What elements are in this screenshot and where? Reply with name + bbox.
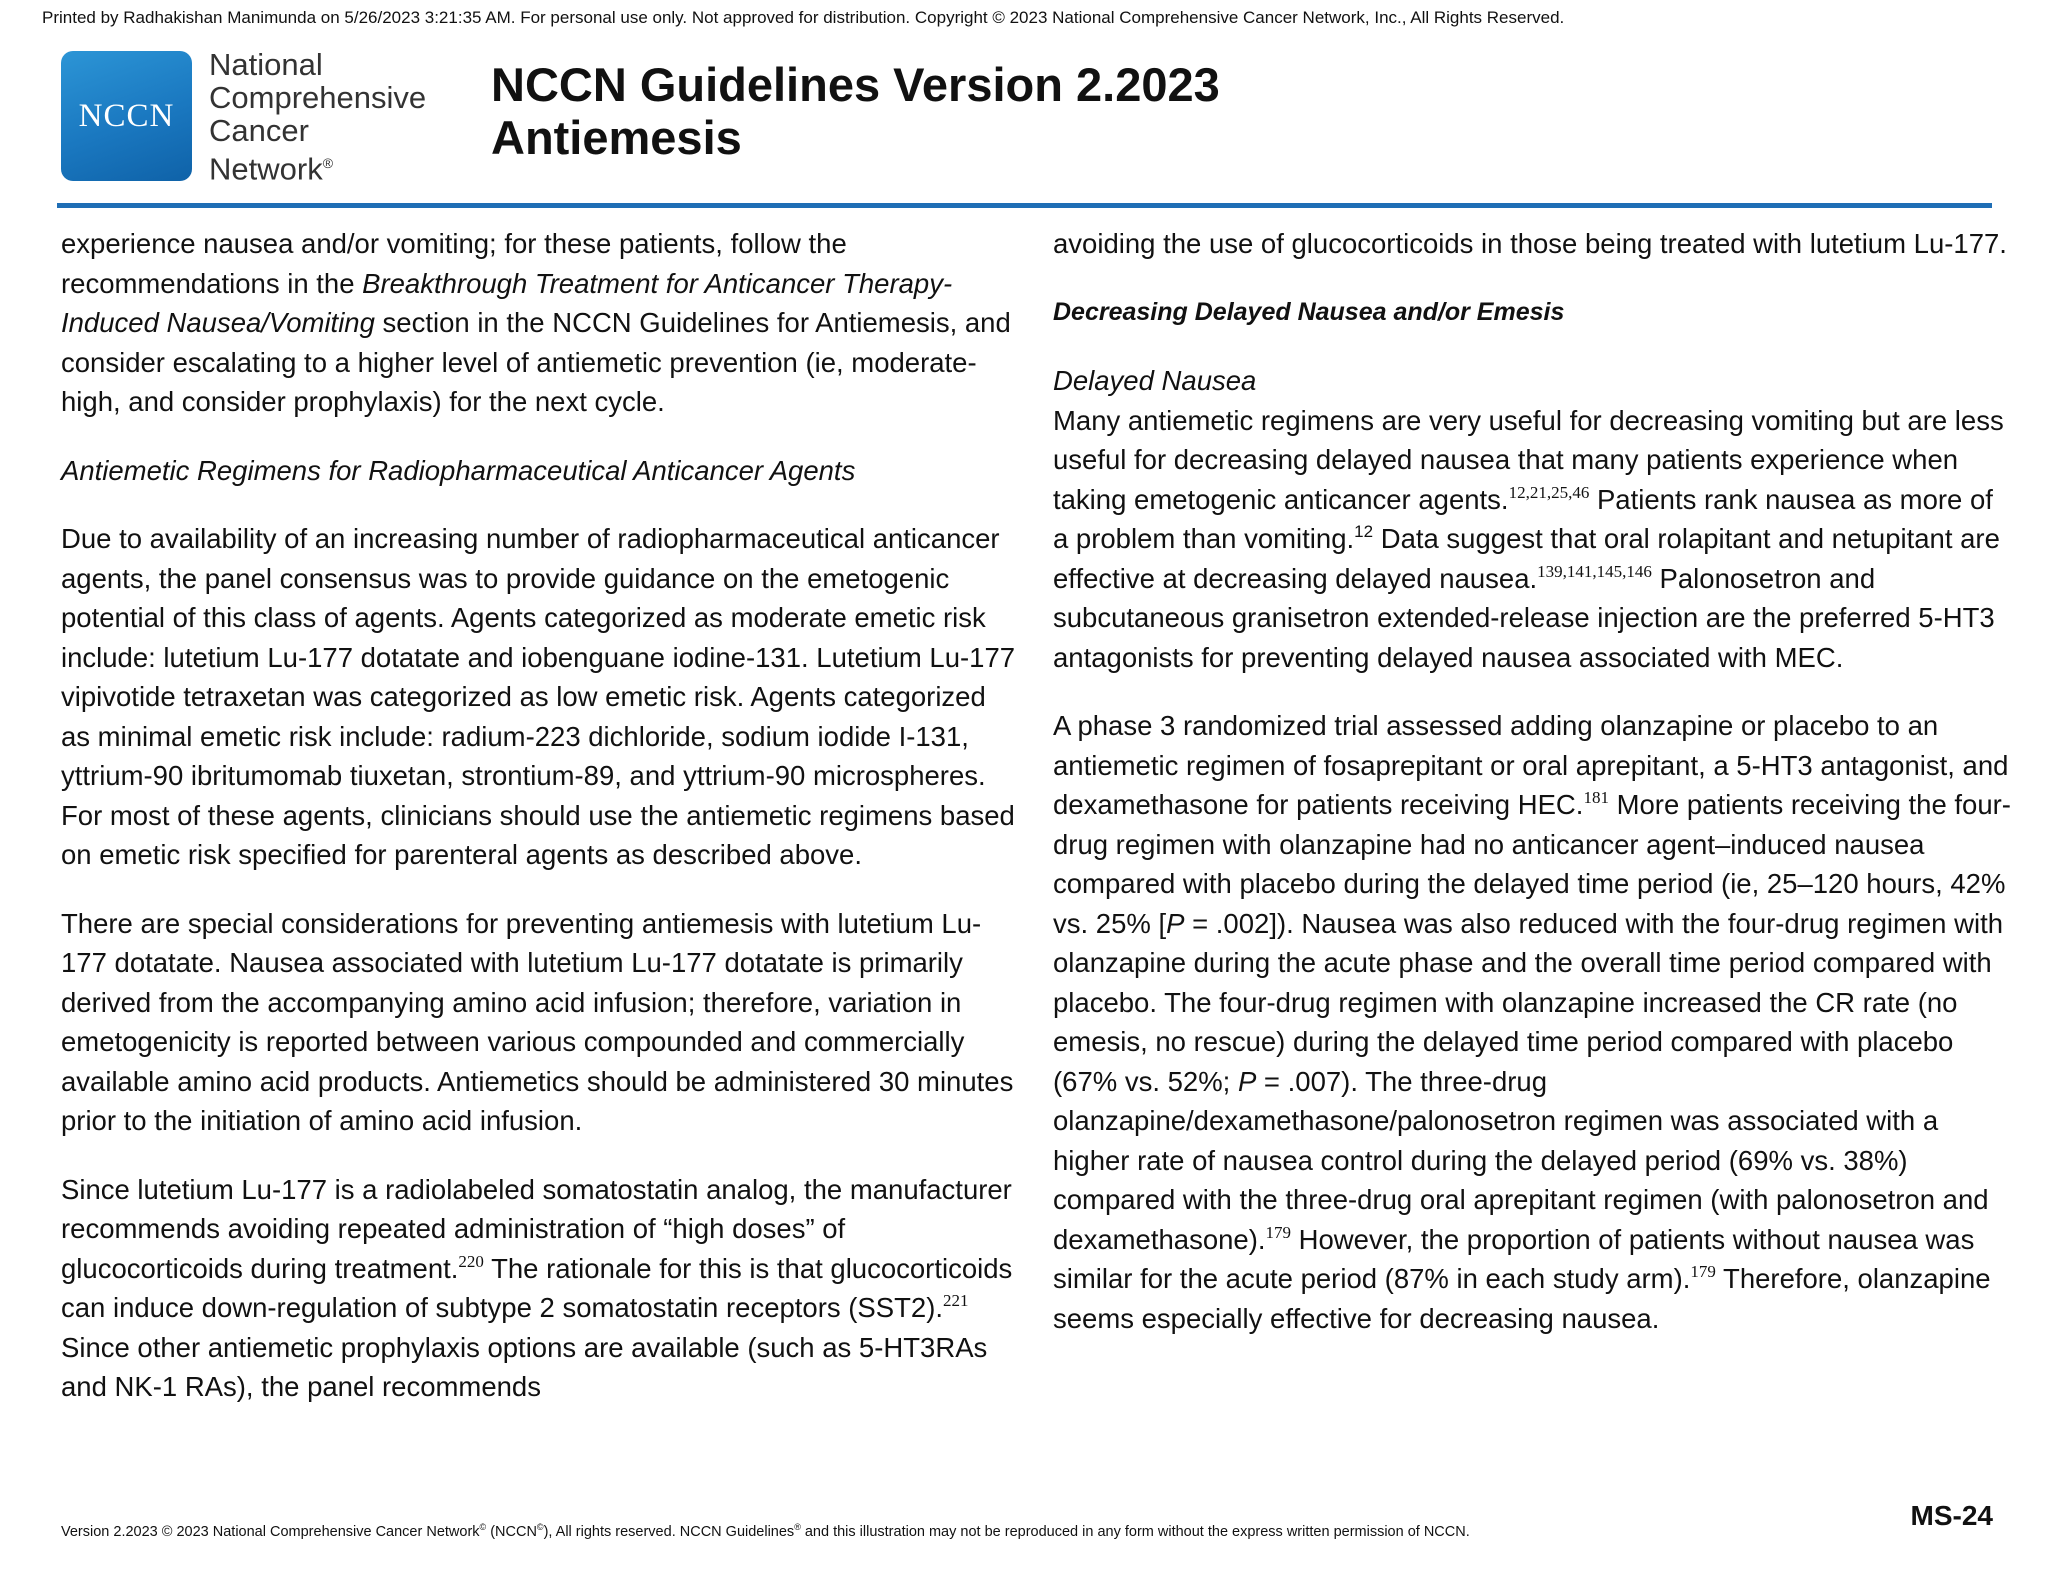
- citation: 221: [943, 1291, 969, 1310]
- org-line-3: Cancer: [209, 113, 309, 148]
- citation: 181: [1583, 788, 1609, 807]
- paragraph: Delayed Nausea Many antiemetic regimens are very useful for decreasing vomiting but are less useful for decreasing delayed nausea that many patients experience when taking emetogenic anticancer agents.$^{12,21,25,46}$ Patients rank nausea as more of a problem than vomiting.$^{12}$ Data suggest that oral rolapitant and netupitant are effective at decreasing delayed nausea.$^{139,141,145,146}$ Palonosetron and subcutaneous granisetron extended-release injection are the preferred 5-HT3 antagonists for preventing delayed nausea associated with MEC.: [1053, 361, 2013, 677]
- page-number: MS-24: [1910, 1500, 1993, 1531]
- section-reference: Breakthrough Treatment for Anticancer Therapy-Induced Nausea/Vomiting: [61, 267, 953, 338]
- title-line-2: Antiemesis: [491, 111, 742, 164]
- footer-copyright: Version 2.2023 © 2023 National Comprehensive Cancer Network© (NCCN©), All rights reserved. NCCN Guidelines® and this illustration may not be reproduced in any form without the express written permission of NCCN.: [61, 1522, 1470, 1540]
- document-title: [491, 58, 1220, 164]
- paragraph: experience nausea and/or vomiting; for these patients, follow the recommendations in the Breakthrough Treatment for Anticancer Therapy-Induced Nausea/Vomiting section in the NCCN Guidelines for Antiemesis, and consider escalating to a higher level of antiemetic prevention (ie, moderate-high, and consider prophylaxis) for the next cycle.: [61, 228, 1011, 417]
- citation: 220: [458, 1251, 484, 1271]
- org-line-2: Comprehensive: [209, 80, 427, 115]
- nccn-logo: [61, 51, 192, 181]
- citation: 179: [1265, 1222, 1291, 1242]
- org-line-1: National: [209, 47, 323, 82]
- citation: 139,141,145,146: [1537, 561, 1652, 581]
- paragraph: A phase 3 randomized trial assessed adding olanzapine or placebo to an antiemetic regimen of fosaprepitant or oral aprepitant, a 5-HT3 antagonist, and dexamethasone for patients receiving HEC.$^{181}$ More patients receiving the four-drug regimen with olanzapine had no anticancer agent–induced nausea compared with placebo during the delayed time period (ie, 25–120 hours, 42% vs. 25% [P = .002]). Nausea was also reduced with the four-drug regimen with olanzapine during the acute phase and the overall time period compared with placebo. The four-drug regimen with olanzapine increased the CR rate (no emesis, no rescue) during the delayed time period compared with placebo (67% vs. 52%; P = .007). The three-drug olanzapine/dexamethasone/palonosetron regimen was associated with a higher rate of nausea control during the delayed period (69% vs. 38%) compared with the three-drug oral aprepitant regimen (with palonosetron and dexamethasone).$^{179}$ However, the proportion of patients without nausea was similar for the acute period (87% in each study arm).$^{179}$ Therefore, olanzapine seems especially effective for decreasing nausea.: [1053, 710, 2011, 1334]
- logo-text: NCCN: [78, 97, 175, 134]
- header-divider: [57, 203, 1992, 208]
- section-heading: Decreasing Delayed Nausea and/or Emesis: [1053, 297, 1565, 326]
- print-notice: Printed by Radhakishan Manimunda on 5/26/2023 3:21:35 AM. For personal use only. Not approved for distribution. Copyright © 2023 National Comprehensive Cancer Network, Inc., All Rights Reserved.: [42, 8, 1565, 27]
- paragraph: There are special considerations for preventing antiemesis with lutetium Lu-177 dotatate. Nausea associated with lutetium Lu-177 dotatate is primarily derived from the accompanying amino acid infusion; therefore, variation in emetogenicity is reported between various compounded and commercially available amino acid products. Antiemetics should be administered 30 minutes prior to the initiation of amino acid infusion.: [61, 907, 1014, 1136]
- subheading: Delayed Nausea: [1053, 365, 1257, 396]
- paragraph: avoiding the use of glucocorticoids in those being treated with lutetium Lu-177.: [1053, 228, 2007, 259]
- citation: 12,21,25,46: [1508, 482, 1590, 502]
- paragraph: Due to availability of an increasing number of radiopharmaceutical anticancer agents, the panel consensus was to provide guidance on the emetogenic potential of this class of agents. Agents categorized as moderate emetic risk include: lutetium Lu-177 dotatate and iobenguane iodine-131. Lutetium Lu-177 vipivotide tetraxetan was categorized as low emetic risk. Agents categorized as minimal emetic risk include: radium-223 dichloride, sodium iodide I-131, yttrium-90 ibritumomab tiuxetan, strontium-89, and yttrium-90 microspheres. For most of these agents, clinicians should use the antiemetic regimens based on emetic risk specified for parenteral agents as described above.: [61, 523, 1016, 870]
- registered-mark: ®: [322, 155, 334, 171]
- org-line-4: Network: [209, 151, 323, 187]
- paragraph: Since lutetium Lu-177 is a radiolabeled somatostatin analog, the manufacturer recommends avoiding repeated administration of “high doses” of glucocorticoids during treatment.$^{220}$ The rationale for this is that glucocorticoids can induce down-regulation of subtype 2 somatostatin receptors (SST2).$^{221}$ Since other antiemetic prophylaxis options are available (such as 5-HT3RAs and NK-1 RAs), the panel recommends: [61, 1173, 1013, 1402]
- right-column: [1053, 224, 2013, 1367]
- title-line-1: NCCN Guidelines Version 2.2023: [491, 58, 1220, 111]
- citation: 12: [1354, 522, 1374, 541]
- subheading: Antiemetic Regimens for Radiopharmaceutical Anticancer Agents: [61, 454, 856, 486]
- citation: 179: [1690, 1262, 1716, 1281]
- organization-name: [209, 48, 426, 185]
- left-column: [61, 224, 1021, 1436]
